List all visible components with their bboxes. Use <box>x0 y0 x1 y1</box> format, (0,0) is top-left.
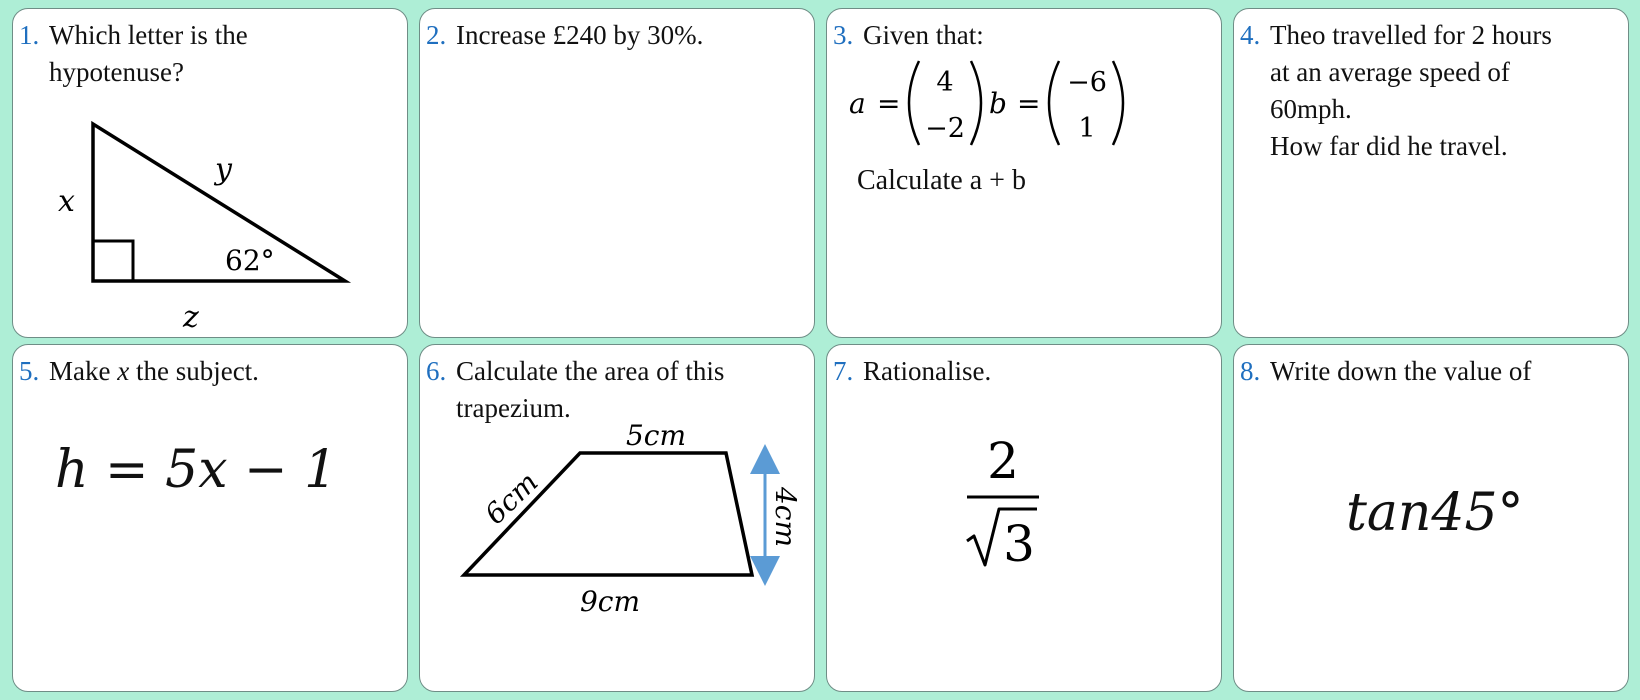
question-line: Write down the value of <box>1270 356 1532 386</box>
question-line: Given that: <box>863 20 984 50</box>
angle-label: 62° <box>225 244 275 277</box>
right-paren <box>1113 61 1123 145</box>
question-text <box>426 17 806 54</box>
question-card-4 <box>1233 8 1629 338</box>
question-card-3 <box>826 8 1222 338</box>
question-card-8 <box>1233 344 1629 692</box>
bottom-side-label: 9cm <box>579 585 641 618</box>
fraction-numerator: 2 <box>987 432 1019 490</box>
question-line: trapezium. <box>456 393 571 423</box>
question-number: 3. <box>833 20 854 50</box>
question-text <box>19 353 399 390</box>
right-paren <box>971 61 981 145</box>
vector-b-name: b <box>989 87 1007 120</box>
side-label-x: x <box>58 184 75 219</box>
question-variable: x <box>117 356 130 386</box>
question-line: Which letter is the <box>49 20 248 50</box>
equation: h = 5x − 1 <box>55 440 338 500</box>
question-card-1 <box>12 8 408 338</box>
top-side-label: 5cm <box>625 419 687 452</box>
vector-a-bottom: −2 <box>925 113 965 144</box>
left-paren <box>909 61 919 145</box>
left-paren <box>1049 61 1059 145</box>
question-number: 5. <box>19 356 40 386</box>
question-number: 6. <box>426 356 447 386</box>
vector-a-name: a <box>849 87 866 120</box>
vector-a-top: 4 <box>936 67 954 98</box>
height-label: 4cm <box>769 486 802 548</box>
trig-expression: tan45° <box>1346 483 1524 543</box>
equals-sign: = <box>1017 87 1041 120</box>
question-card-6 <box>419 344 815 692</box>
slant-side-label: 6cm <box>478 465 545 531</box>
question-number: 8. <box>1240 356 1261 386</box>
right-angle-marker <box>93 241 133 281</box>
question-card-5 <box>12 344 408 692</box>
question-card-7 <box>826 344 1222 692</box>
question-line: 60mph. <box>1270 94 1352 124</box>
question-number: 4. <box>1240 20 1261 50</box>
question-line: hypotenuse? <box>49 57 184 87</box>
radicand: 3 <box>1003 515 1035 573</box>
vector-b-bottom: 1 <box>1078 113 1096 144</box>
equals-sign: = <box>877 87 901 120</box>
vector-b-top: −6 <box>1067 67 1107 98</box>
fraction-expression <box>827 345 1222 692</box>
question-line: Calculate the area of this <box>456 356 725 386</box>
question-text <box>1240 17 1620 165</box>
question-number: 1. <box>19 20 40 50</box>
question-number: 7. <box>833 356 854 386</box>
question-line: How far did he travel. <box>1270 131 1508 161</box>
question-line-end: the subject. <box>129 356 259 386</box>
question-line-start: Make <box>49 356 118 386</box>
question-card-2 <box>419 8 815 338</box>
question-line: Increase £240 by 30%. <box>456 20 704 50</box>
right-triangle-diagram <box>13 9 408 338</box>
question-line: at an average speed of <box>1270 57 1510 87</box>
trapezium-diagram <box>420 345 815 692</box>
question-instruction: Calculate a + b <box>857 165 1026 196</box>
triangle-shape <box>93 124 345 281</box>
question-line: Rationalise. <box>863 356 992 386</box>
question-number: 2. <box>426 20 447 50</box>
question-text <box>1240 353 1620 390</box>
question-line: Theo travelled for 2 hours <box>1270 20 1552 50</box>
side-label-z: z <box>183 300 199 335</box>
side-label-y: y <box>215 152 232 187</box>
